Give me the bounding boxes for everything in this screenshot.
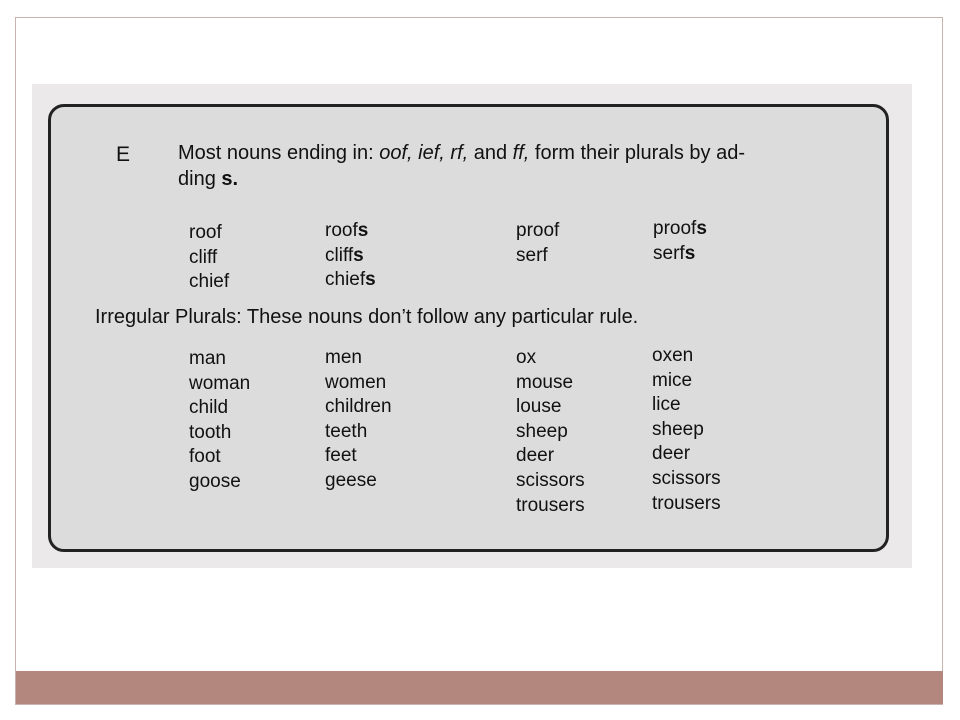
regular-plural-col2 xyxy=(325,219,376,293)
word: proofs xyxy=(653,218,707,239)
word: scissors xyxy=(516,469,585,491)
word: goose xyxy=(189,470,241,492)
rule-text-line1 xyxy=(178,142,745,165)
footer-bar xyxy=(16,671,943,704)
word: sheep xyxy=(652,418,704,440)
rule-and: and xyxy=(468,142,513,164)
word: tooth xyxy=(189,421,232,443)
rule-ff: ff, xyxy=(512,142,530,164)
word: deer xyxy=(516,445,555,467)
word: cliff xyxy=(189,246,218,268)
word: scissors xyxy=(652,467,721,489)
word: ox xyxy=(516,347,537,368)
word: chiefs xyxy=(325,269,376,291)
word: louse xyxy=(516,396,562,418)
word: men xyxy=(325,347,362,368)
word: cliffs xyxy=(325,244,364,266)
word: trousers xyxy=(516,494,585,516)
word: geese xyxy=(325,469,377,491)
section-letter: E xyxy=(116,143,131,166)
word: serf xyxy=(516,244,548,266)
word: chief xyxy=(189,271,230,293)
word: teeth xyxy=(325,420,368,442)
rule-line2-prefix: ding xyxy=(178,168,222,190)
word: lice xyxy=(652,394,681,416)
word: mouse xyxy=(516,371,574,393)
rule-suffix: form their plurals by ad- xyxy=(529,142,745,164)
irregular-singular-col3 xyxy=(516,346,585,518)
word: feet xyxy=(325,445,357,467)
word: woman xyxy=(189,372,251,394)
plural-rules-card xyxy=(48,104,889,552)
word: foot xyxy=(189,446,221,468)
rule-text-line2 xyxy=(178,168,238,191)
word: oxen xyxy=(652,345,694,366)
word: child xyxy=(189,397,229,419)
word: trousers xyxy=(652,492,721,514)
word: serfs xyxy=(653,242,696,264)
word: sheep xyxy=(516,420,568,442)
word: children xyxy=(325,396,392,418)
word: proof xyxy=(516,220,560,241)
word: roofs xyxy=(325,220,369,241)
irregular-heading: Irregular Plurals: These nouns don’t follow any particular rule. xyxy=(95,306,639,328)
rule-endings: oof, ief, rf, xyxy=(379,142,469,164)
rule-prefix: Most nouns ending in: xyxy=(178,142,380,164)
regular-singular-col1 xyxy=(189,221,229,295)
irregular-plural-col4 xyxy=(652,344,721,516)
irregular-plural-col2 xyxy=(325,346,392,494)
regular-plural-col4 xyxy=(653,217,707,266)
word: mice xyxy=(652,369,693,391)
irregular-singular-col1 xyxy=(189,347,250,495)
word: roof xyxy=(189,222,222,243)
rule-s: s. xyxy=(221,168,239,190)
regular-singular-col3 xyxy=(516,219,559,268)
word: women xyxy=(325,371,387,393)
word: man xyxy=(189,348,226,369)
word: deer xyxy=(652,443,691,465)
